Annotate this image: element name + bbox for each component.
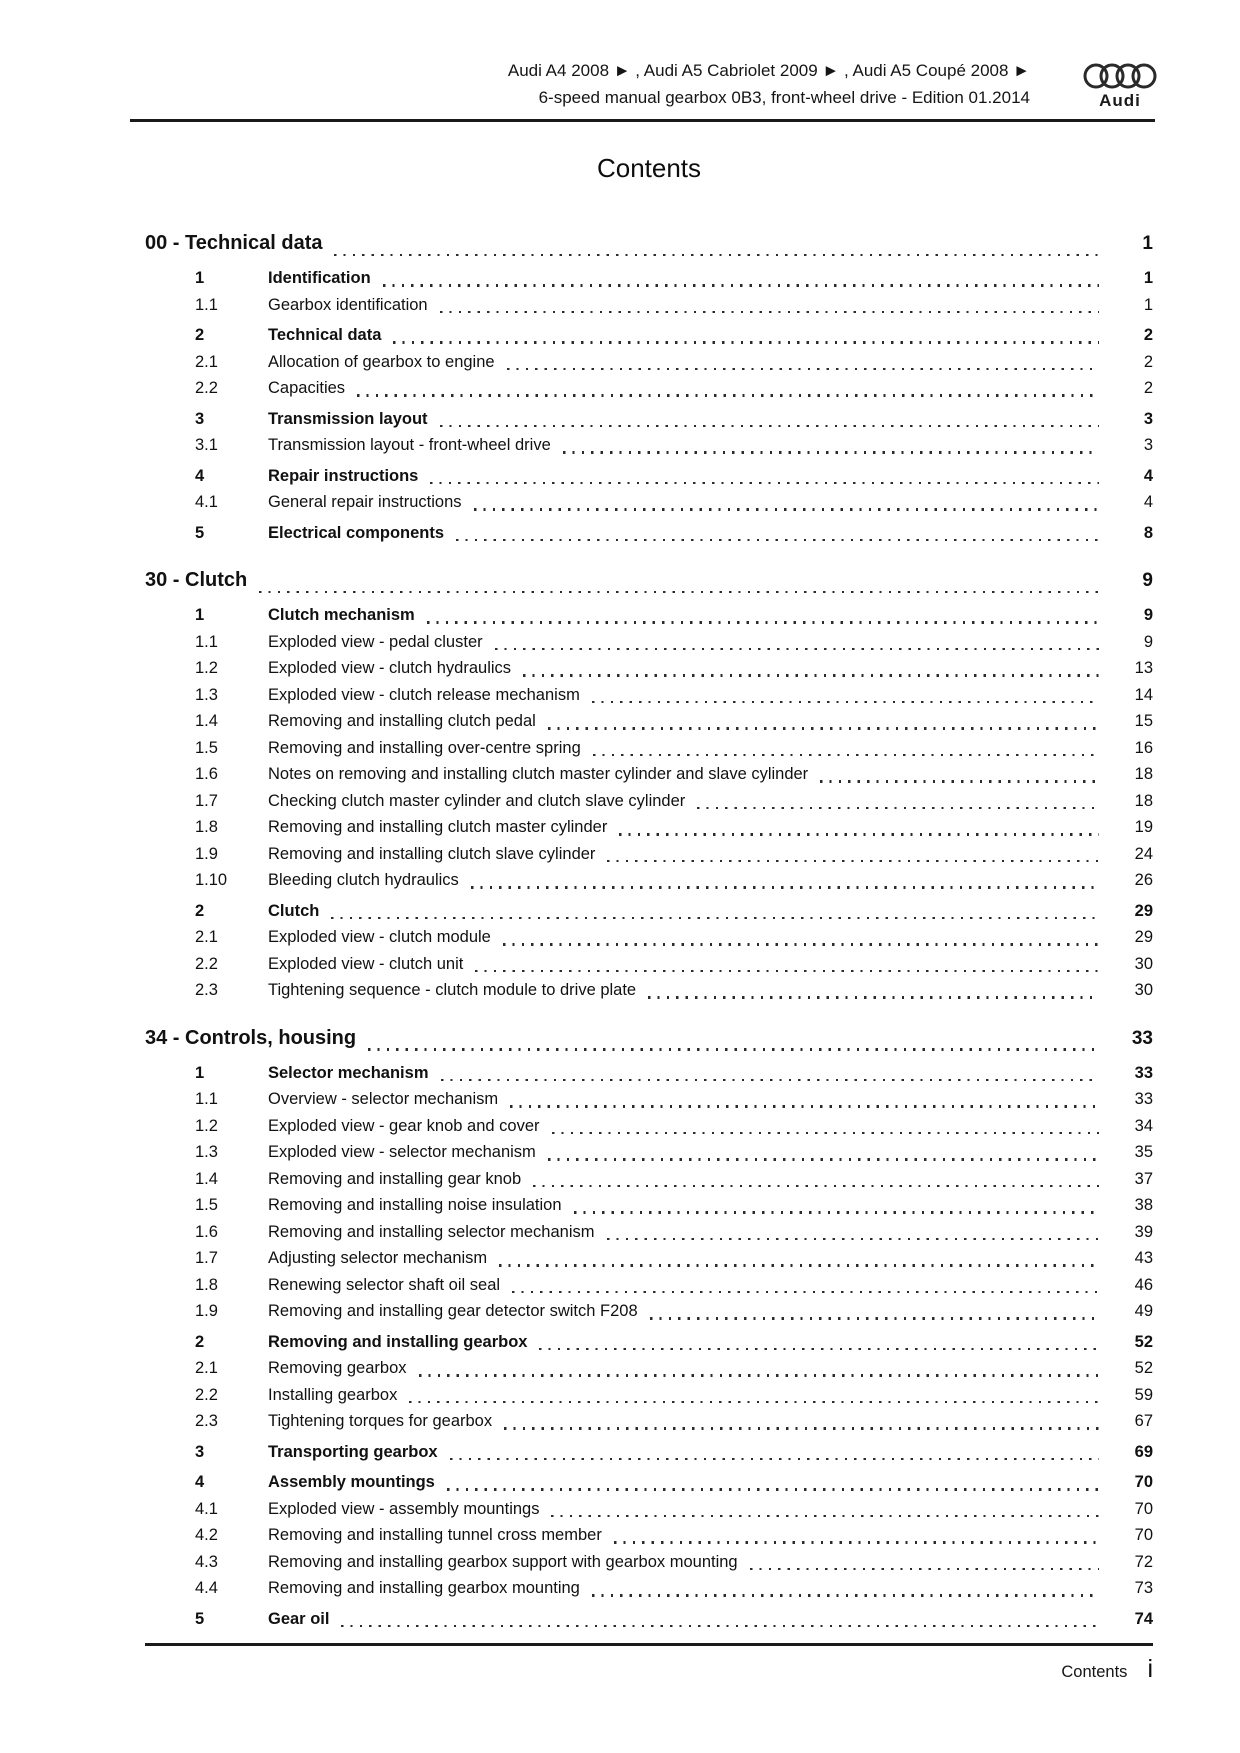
item-title: Notes on removing and installing clutch master cylinder and slave cylinder bbox=[268, 765, 809, 783]
toc-item-row[interactable] bbox=[145, 655, 1153, 682]
item-number: 3.1 bbox=[195, 436, 218, 454]
item-number: 1 bbox=[195, 1063, 205, 1082]
chapter-page: 33 bbox=[1131, 1027, 1153, 1049]
item-number: 2.2 bbox=[195, 1385, 218, 1404]
dot-leader bbox=[563, 451, 1099, 453]
toc-item-row[interactable] bbox=[145, 898, 1153, 925]
dot-leader bbox=[383, 284, 1099, 286]
dot-leader bbox=[475, 970, 1099, 972]
dot-leader bbox=[697, 807, 1099, 809]
item-page: 52 bbox=[1134, 1359, 1153, 1377]
item-page: 4 bbox=[1143, 466, 1153, 485]
item-page: 33 bbox=[1134, 1063, 1153, 1082]
item-number: 1.7 bbox=[195, 1249, 218, 1267]
item-title: Selector mechanism bbox=[268, 1063, 429, 1082]
item-title: Removing and installing gearbox support with gearbox mounting bbox=[268, 1552, 738, 1571]
dot-leader bbox=[503, 943, 1099, 945]
toc-item-row[interactable] bbox=[145, 951, 1153, 978]
dot-leader bbox=[820, 780, 1099, 782]
item-title: Exploded view - selector mechanism bbox=[268, 1143, 536, 1161]
item-title: General repair instructions bbox=[268, 493, 462, 511]
item-number: 4.1 bbox=[195, 493, 218, 511]
item-number: 5 bbox=[195, 1609, 205, 1628]
dot-leader bbox=[504, 1427, 1099, 1429]
item-page: 72 bbox=[1134, 1552, 1153, 1571]
toc-item-row[interactable] bbox=[145, 735, 1153, 762]
dot-leader bbox=[593, 754, 1099, 756]
item-number: 1.6 bbox=[195, 1222, 218, 1241]
dot-leader bbox=[357, 394, 1099, 396]
dot-leader bbox=[607, 860, 1099, 862]
item-page: 30 bbox=[1134, 981, 1153, 999]
item-title: Tightening sequence - clutch module to drive plate bbox=[268, 981, 637, 999]
item-page: 33 bbox=[1134, 1090, 1153, 1108]
item-title: Removing and installing tunnel cross member bbox=[268, 1526, 602, 1544]
item-title: Exploded view - clutch hydraulics bbox=[268, 659, 512, 677]
item-page: 9 bbox=[1143, 632, 1153, 651]
item-page: 74 bbox=[1134, 1609, 1153, 1628]
toc-item-row[interactable] bbox=[145, 1549, 1153, 1576]
item-number: 1.10 bbox=[195, 871, 228, 889]
dot-leader bbox=[614, 1541, 1099, 1543]
item-number: 4.3 bbox=[195, 1552, 218, 1571]
item-page: 70 bbox=[1134, 1473, 1153, 1491]
dot-leader bbox=[456, 539, 1099, 541]
item-title: Exploded view - clutch release mechanism bbox=[268, 685, 580, 704]
dot-leader bbox=[551, 1515, 1099, 1517]
item-title: Exploded view - clutch module bbox=[268, 928, 491, 946]
item-number: 1.1 bbox=[195, 295, 218, 314]
item-page: 73 bbox=[1134, 1579, 1153, 1597]
item-number: 1.2 bbox=[195, 659, 218, 677]
item-page: 18 bbox=[1134, 791, 1153, 810]
item-title: Exploded view - assembly mountings bbox=[268, 1499, 540, 1518]
item-number: 4.2 bbox=[195, 1526, 218, 1544]
item-page: 30 bbox=[1134, 954, 1153, 973]
toc-item-row[interactable] bbox=[145, 1166, 1153, 1193]
dot-leader bbox=[471, 886, 1099, 888]
item-page: 16 bbox=[1134, 738, 1153, 757]
dot-leader bbox=[619, 833, 1099, 835]
item-title: Installing gearbox bbox=[268, 1385, 398, 1404]
item-title: Removing and installing gear knob bbox=[268, 1169, 522, 1188]
item-page: 59 bbox=[1134, 1385, 1153, 1404]
dot-leader bbox=[750, 1568, 1099, 1570]
item-number: 1.6 bbox=[195, 765, 218, 783]
item-number: 2 bbox=[195, 1332, 205, 1351]
dot-leader bbox=[548, 727, 1099, 729]
dot-leader bbox=[419, 1374, 1100, 1376]
item-page: 1 bbox=[1143, 295, 1153, 314]
item-page: 70 bbox=[1134, 1526, 1153, 1544]
toc-item-row[interactable] bbox=[145, 1496, 1153, 1523]
item-title: Removing and installing noise insulation bbox=[268, 1196, 562, 1214]
item-number: 1.1 bbox=[195, 1090, 218, 1108]
item-title: Transmission layout bbox=[268, 409, 428, 428]
dot-leader bbox=[409, 1401, 1099, 1403]
item-number: 2.1 bbox=[195, 928, 218, 946]
item-number: 2.1 bbox=[195, 1359, 218, 1377]
item-page: 34 bbox=[1134, 1116, 1153, 1135]
item-title: Removing and installing clutch pedal bbox=[268, 712, 536, 730]
item-page: 3 bbox=[1143, 409, 1153, 428]
dot-leader bbox=[539, 1348, 1099, 1350]
item-number: 4.1 bbox=[195, 1499, 218, 1518]
toc-item-row[interactable] bbox=[145, 1329, 1153, 1356]
dot-leader bbox=[334, 254, 1099, 256]
item-page: 70 bbox=[1134, 1499, 1153, 1518]
item-page: 67 bbox=[1134, 1412, 1153, 1430]
item-number: 1.8 bbox=[195, 818, 218, 836]
toc-chapter-row[interactable] bbox=[145, 226, 1153, 261]
toc-item-row[interactable] bbox=[145, 1245, 1153, 1272]
item-title: Removing and installing gear detector switch F208 bbox=[268, 1302, 638, 1320]
item-number: 3 bbox=[195, 409, 205, 428]
dot-leader bbox=[368, 1048, 1099, 1050]
toc-item-row[interactable] bbox=[145, 1219, 1153, 1246]
item-number: 1.4 bbox=[195, 1169, 218, 1188]
header-subtitle-line: 6-speed manual gearbox 0B3, front-wheel drive - Edition 01.2014 bbox=[538, 88, 1030, 107]
item-title: Removing and installing gearbox mounting bbox=[268, 1579, 580, 1597]
item-number: 1 bbox=[195, 269, 205, 287]
item-number: 2 bbox=[195, 901, 205, 920]
toc-item-row[interactable] bbox=[145, 432, 1153, 459]
item-page: 69 bbox=[1134, 1442, 1153, 1461]
toc-item-row[interactable] bbox=[145, 602, 1153, 629]
item-page: 38 bbox=[1134, 1196, 1153, 1214]
item-number: 1.3 bbox=[195, 685, 218, 704]
item-number: 4 bbox=[195, 1473, 205, 1491]
item-title: Assembly mountings bbox=[268, 1473, 435, 1491]
toc-item-row[interactable] bbox=[145, 292, 1153, 319]
dot-leader bbox=[533, 1185, 1099, 1187]
toc-chapter-row[interactable] bbox=[145, 1021, 1153, 1056]
toc-item-row[interactable] bbox=[145, 924, 1153, 951]
item-title: Exploded view - pedal cluster bbox=[268, 632, 483, 651]
toc-item-row[interactable] bbox=[145, 708, 1153, 735]
toc-item-row[interactable] bbox=[145, 1355, 1153, 1382]
item-number: 1.7 bbox=[195, 791, 218, 810]
dot-leader bbox=[552, 1132, 1100, 1134]
toc-item-row[interactable] bbox=[145, 1408, 1153, 1435]
item-title: Technical data bbox=[268, 326, 382, 344]
item-title: Tightening torques for gearbox bbox=[268, 1412, 493, 1430]
item-page: 26 bbox=[1134, 871, 1153, 889]
item-number: 2.2 bbox=[195, 379, 218, 397]
item-number: 2.3 bbox=[195, 1412, 218, 1430]
item-title: Bleeding clutch hydraulics bbox=[268, 871, 459, 889]
header-rule bbox=[130, 119, 1155, 122]
item-title: Clutch bbox=[268, 901, 320, 920]
item-page: 46 bbox=[1134, 1275, 1153, 1294]
item-number: 2.1 bbox=[195, 352, 218, 371]
item-number: 2.2 bbox=[195, 954, 218, 973]
item-title: Renewing selector shaft oil seal bbox=[268, 1275, 501, 1294]
item-number: 1 bbox=[195, 606, 205, 624]
dot-leader bbox=[510, 1105, 1099, 1107]
item-number: 1.4 bbox=[195, 712, 218, 730]
toc-item-row[interactable] bbox=[145, 1192, 1153, 1219]
brand-logo bbox=[1082, 62, 1158, 111]
dot-leader bbox=[574, 1211, 1099, 1213]
item-page: 29 bbox=[1134, 928, 1153, 946]
page-footer bbox=[145, 1643, 1153, 1684]
header-models-line: Audi A4 2008 ► , Audi A5 Cabriolet 2009 ► , Audi A5 Coupé 2008 ► bbox=[507, 61, 1030, 80]
item-title: Repair instructions bbox=[268, 466, 419, 485]
item-page: 4 bbox=[1143, 493, 1153, 511]
item-title: Gearbox identification bbox=[268, 295, 428, 314]
dot-leader bbox=[427, 621, 1099, 623]
toc-item-row[interactable] bbox=[145, 867, 1153, 894]
toc-item-row[interactable] bbox=[145, 322, 1153, 349]
item-title: Removing and installing clutch master cylinder bbox=[268, 818, 608, 836]
item-number: 1.1 bbox=[195, 632, 218, 651]
toc-item-row[interactable] bbox=[145, 761, 1153, 788]
dot-leader bbox=[495, 648, 1099, 650]
item-page: 15 bbox=[1134, 712, 1153, 730]
toc-item-row[interactable] bbox=[145, 1298, 1153, 1325]
dot-leader bbox=[512, 1291, 1099, 1293]
toc-item-row[interactable] bbox=[145, 682, 1153, 709]
item-number: 5 bbox=[195, 523, 205, 542]
item-page: 2 bbox=[1143, 352, 1153, 371]
item-page: 1 bbox=[1143, 269, 1153, 287]
page-title: Contents bbox=[596, 153, 702, 183]
item-title: Electrical components bbox=[268, 523, 445, 542]
toc-item-row[interactable] bbox=[145, 1606, 1153, 1633]
item-title: Overview - selector mechanism bbox=[268, 1090, 499, 1108]
item-title: Removing gearbox bbox=[268, 1359, 407, 1377]
item-number: 3 bbox=[195, 1442, 205, 1461]
chapter-page: 9 bbox=[1142, 570, 1153, 591]
item-number: 1.3 bbox=[195, 1143, 218, 1161]
toc-item-row[interactable] bbox=[145, 1139, 1153, 1166]
item-title: Removing and installing over-centre spring bbox=[268, 738, 581, 757]
dot-leader bbox=[440, 311, 1099, 313]
dot-leader bbox=[440, 425, 1099, 427]
toc bbox=[145, 226, 1153, 1632]
item-page: 13 bbox=[1134, 659, 1153, 677]
item-page: 49 bbox=[1134, 1302, 1153, 1320]
item-title: Exploded view - gear knob and cover bbox=[268, 1116, 540, 1135]
item-title: Transmission layout - front-wheel drive bbox=[268, 436, 551, 454]
dot-leader bbox=[430, 482, 1099, 484]
footer-page-number: i bbox=[1147, 1655, 1153, 1683]
item-number: 4.4 bbox=[195, 1579, 218, 1597]
toc-item-row[interactable] bbox=[145, 489, 1153, 516]
dot-leader bbox=[592, 1594, 1099, 1596]
page-header bbox=[508, 57, 1030, 111]
dot-leader bbox=[592, 701, 1099, 703]
toc-item-row[interactable] bbox=[145, 977, 1153, 1004]
dot-leader bbox=[507, 368, 1099, 370]
item-title: Exploded view - clutch unit bbox=[268, 954, 464, 973]
item-page: 18 bbox=[1134, 765, 1153, 783]
toc-item-row[interactable] bbox=[145, 814, 1153, 841]
toc-chapter-row[interactable] bbox=[145, 563, 1153, 598]
item-title: Clutch mechanism bbox=[268, 606, 415, 624]
item-number: 1.5 bbox=[195, 738, 218, 757]
item-page: 8 bbox=[1143, 523, 1153, 542]
item-title: Allocation of gearbox to engine bbox=[268, 352, 495, 371]
toc-item-row[interactable] bbox=[145, 463, 1153, 490]
toc-item-row[interactable] bbox=[145, 1469, 1153, 1496]
item-number: 4 bbox=[195, 466, 205, 485]
item-page: 2 bbox=[1143, 379, 1153, 397]
item-number: 1.2 bbox=[195, 1116, 218, 1135]
toc-item-row[interactable] bbox=[145, 788, 1153, 815]
dot-leader bbox=[259, 591, 1099, 593]
item-page: 3 bbox=[1143, 436, 1153, 454]
toc-item-row[interactable] bbox=[145, 520, 1153, 547]
item-title: Removing and installing selector mechanism bbox=[268, 1222, 595, 1241]
item-title: Gear oil bbox=[268, 1609, 330, 1628]
item-number: 1.5 bbox=[195, 1196, 218, 1214]
item-page: 19 bbox=[1134, 818, 1153, 836]
audi-wordmark: Audi bbox=[1099, 91, 1141, 110]
item-title: Removing and installing gearbox bbox=[268, 1332, 528, 1351]
toc-item-row[interactable] bbox=[145, 1522, 1153, 1549]
dot-leader bbox=[441, 1079, 1100, 1081]
toc-item-row[interactable] bbox=[145, 1113, 1153, 1140]
toc-item-row[interactable] bbox=[145, 1439, 1153, 1466]
dot-leader bbox=[523, 674, 1099, 676]
item-title: Identification bbox=[268, 269, 371, 287]
chapter-label: 34 - Controls, housing bbox=[145, 1026, 357, 1049]
toc-item-row[interactable] bbox=[145, 1382, 1153, 1409]
toc-item-row[interactable] bbox=[145, 629, 1153, 656]
item-page: 37 bbox=[1134, 1169, 1153, 1188]
dot-leader bbox=[341, 1625, 1099, 1627]
item-title: Transporting gearbox bbox=[268, 1442, 438, 1461]
item-page: 9 bbox=[1143, 606, 1153, 624]
item-number: 1.8 bbox=[195, 1275, 218, 1294]
dot-leader bbox=[447, 1488, 1099, 1490]
dot-leader bbox=[393, 341, 1099, 343]
item-page: 29 bbox=[1134, 901, 1153, 920]
item-number: 1.9 bbox=[195, 844, 218, 863]
audi-rings-icon bbox=[1083, 62, 1157, 90]
toc-item-row[interactable] bbox=[145, 406, 1153, 433]
item-number: 2.3 bbox=[195, 981, 218, 999]
footer-section-label: Contents bbox=[1061, 1663, 1128, 1681]
toc-item-row[interactable] bbox=[145, 375, 1153, 402]
item-page: 39 bbox=[1134, 1222, 1153, 1241]
dot-leader bbox=[648, 996, 1099, 998]
item-page: 24 bbox=[1134, 844, 1153, 863]
item-title: Checking clutch master cylinder and clutch slave cylinder bbox=[268, 791, 686, 810]
item-page: 2 bbox=[1143, 326, 1153, 344]
toc-item-row[interactable] bbox=[145, 1575, 1153, 1602]
dot-leader bbox=[548, 1158, 1099, 1160]
item-title: Adjusting selector mechanism bbox=[268, 1249, 488, 1267]
dot-leader bbox=[474, 508, 1099, 510]
item-title: Removing and installing clutch slave cylinder bbox=[268, 844, 596, 863]
dot-leader bbox=[607, 1238, 1100, 1240]
toc-item-row[interactable] bbox=[145, 265, 1153, 292]
item-page: 14 bbox=[1134, 685, 1153, 704]
item-title: Capacities bbox=[268, 379, 346, 397]
item-number: 2 bbox=[195, 326, 205, 344]
dot-leader bbox=[650, 1317, 1099, 1319]
chapter-page: 1 bbox=[1142, 233, 1153, 254]
chapter-label: 00 - Technical data bbox=[145, 232, 323, 254]
chapter-label: 30 - Clutch bbox=[145, 569, 248, 591]
dot-leader bbox=[331, 917, 1099, 919]
item-page: 43 bbox=[1134, 1249, 1153, 1267]
dot-leader bbox=[450, 1458, 1099, 1460]
item-number: 1.9 bbox=[195, 1302, 218, 1320]
item-page: 35 bbox=[1134, 1143, 1153, 1161]
toc-item-row[interactable] bbox=[145, 1060, 1153, 1087]
toc-item-row[interactable] bbox=[145, 349, 1153, 376]
item-page: 52 bbox=[1134, 1332, 1153, 1351]
toc-item-row[interactable] bbox=[145, 841, 1153, 868]
toc-item-row[interactable] bbox=[145, 1272, 1153, 1299]
toc-item-row[interactable] bbox=[145, 1086, 1153, 1113]
dot-leader bbox=[499, 1264, 1099, 1266]
